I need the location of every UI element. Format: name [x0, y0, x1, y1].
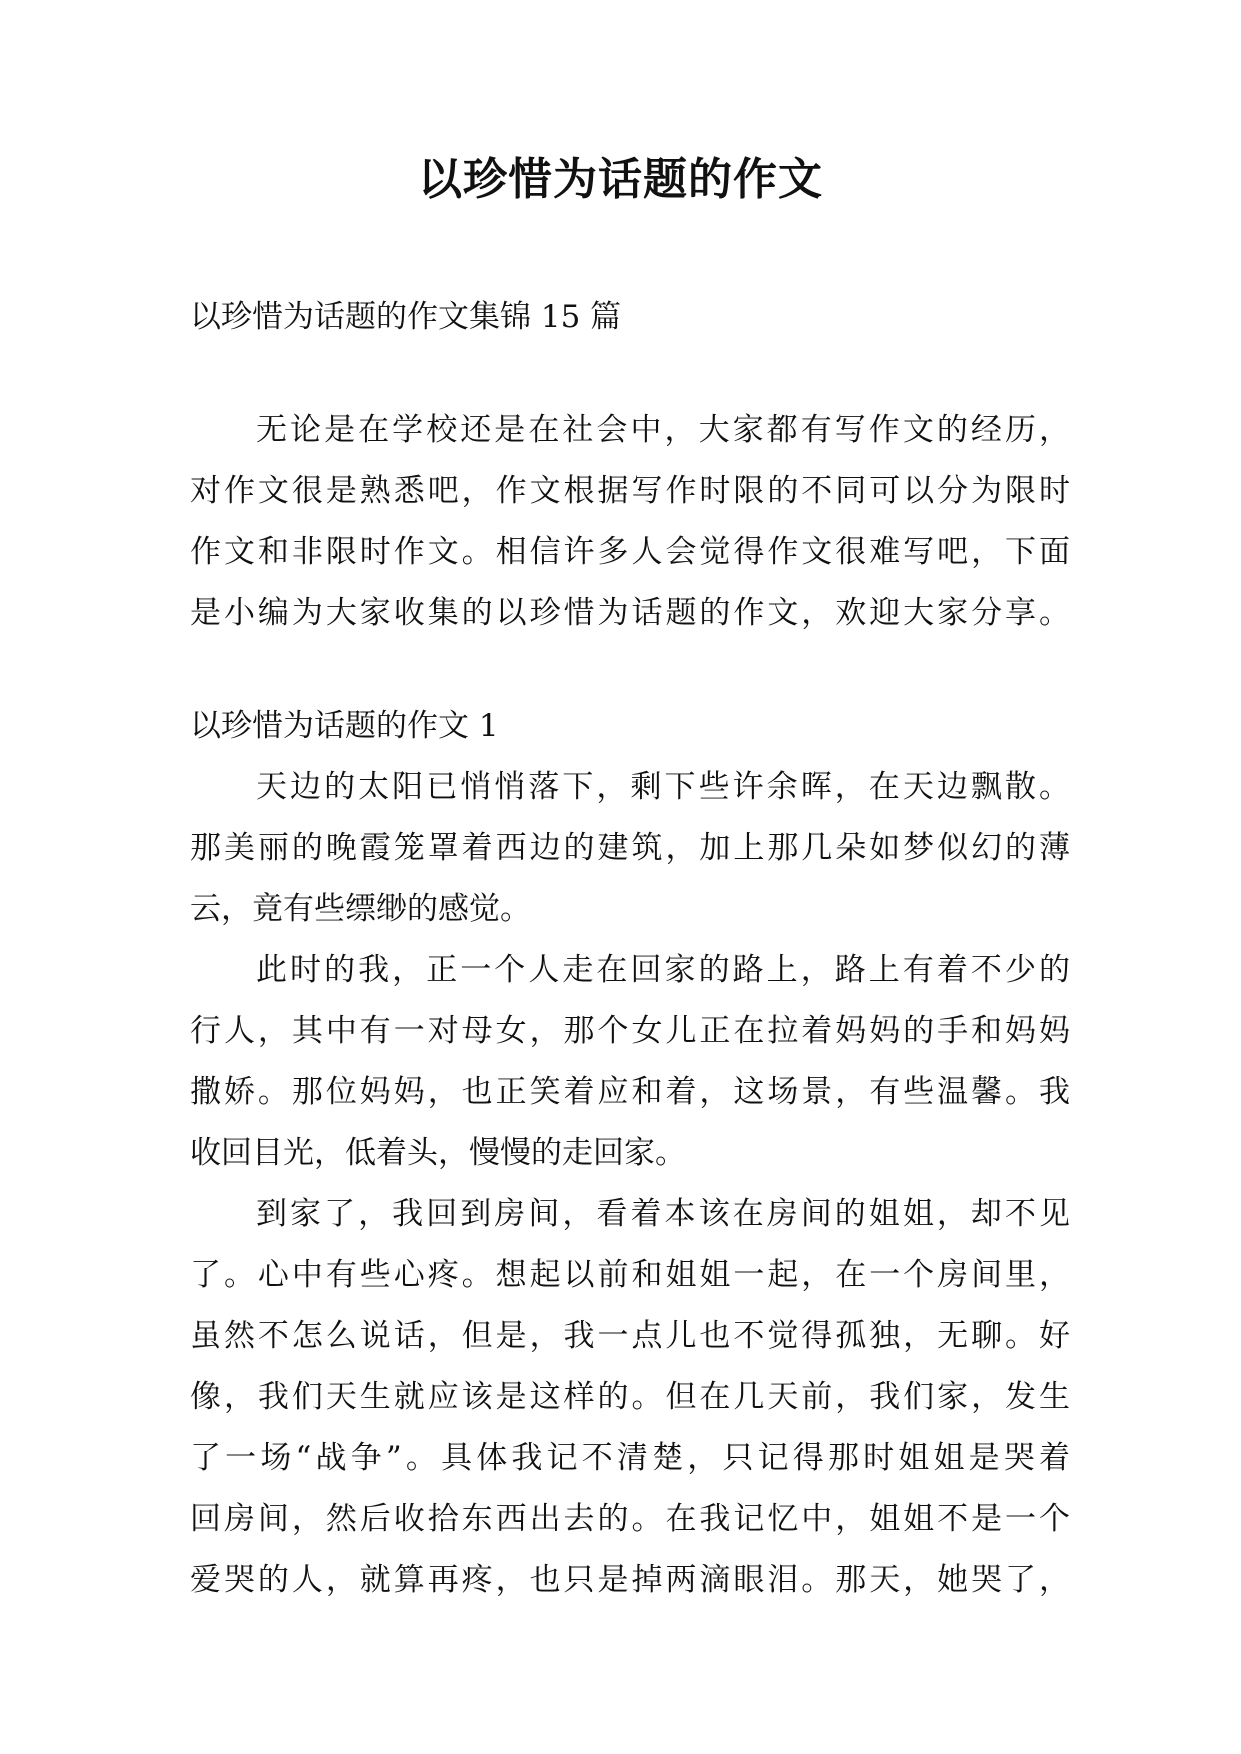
paragraph-2 [190, 940, 1070, 1184]
paragraph-line: 此时的我，正一个人走在回家的路上，路上有着不少的 [256, 952, 1070, 988]
paragraph-line: 作文和非限时作文。相信许多人会觉得作文很难写吧，下面 [190, 534, 1070, 570]
paragraph-line: 到家了，我回到房间，看着本该在房间的姐姐，却不见 [256, 1196, 1070, 1232]
intro-paragraph [190, 400, 1070, 644]
document-body [190, 287, 1070, 1611]
paragraph-1 [190, 757, 1070, 940]
document-subtitle: 以珍惜为话题的作文集锦 15 篇 [190, 299, 622, 335]
paragraph-line: 了一场“战争”。具体我记不清楚，只记得那时姐姐是哭着 [190, 1440, 1070, 1476]
paragraph-line: 爱哭的人，就算再疼，也只是掉两滴眼泪。那天，她哭了， [190, 1562, 1070, 1598]
paragraph-line: 收回目光，低着头，慢慢的走回家。 [190, 1135, 686, 1171]
paragraph-line: 行人，其中有一对母女，那个女儿正在拉着妈妈的手和妈妈 [190, 1013, 1070, 1049]
paragraph-line: 是小编为大家收集的以珍惜为话题的作文，欢迎大家分享。 [190, 595, 1070, 631]
paragraph-3 [190, 1184, 1070, 1611]
paragraph-line: 虽然不怎么说话，但是，我一点儿也不觉得孤独，无聊。好 [190, 1318, 1070, 1354]
paragraph-line: 回房间，然后收拾东西出去的。在我记忆中，姐姐不是一个 [190, 1501, 1070, 1537]
section-heading: 以珍惜为话题的作文 1 [190, 708, 499, 744]
paragraph-line: 像，我们天生就应该是这样的。但在几天前，我们家，发生 [190, 1379, 1070, 1415]
paragraph-line: 那美丽的晚霞笼罩着西边的建筑，加上那几朵如梦似幻的薄 [190, 830, 1070, 866]
paragraph-line: 撒娇。那位妈妈，也正笑着应和着，这场景，有些温馨。我 [190, 1074, 1070, 1110]
paragraph-line: 了。心中有些心疼。想起以前和姐姐一起，在一个房间里， [190, 1257, 1070, 1293]
paragraph-line: 天边的太阳已悄悄落下，剩下些许余晖，在天边飘散。 [256, 769, 1070, 805]
paragraph-line: 云，竟有些缥缈的感觉。 [190, 891, 531, 927]
document-title: 以珍惜为话题的作文 [418, 154, 823, 205]
paragraph-line: 无论是在学校还是在社会中，大家都有写作文的经历， [256, 412, 1070, 448]
paragraph-line: 对作文很是熟悉吧，作文根据写作时限的不同可以分为限时 [190, 473, 1070, 509]
